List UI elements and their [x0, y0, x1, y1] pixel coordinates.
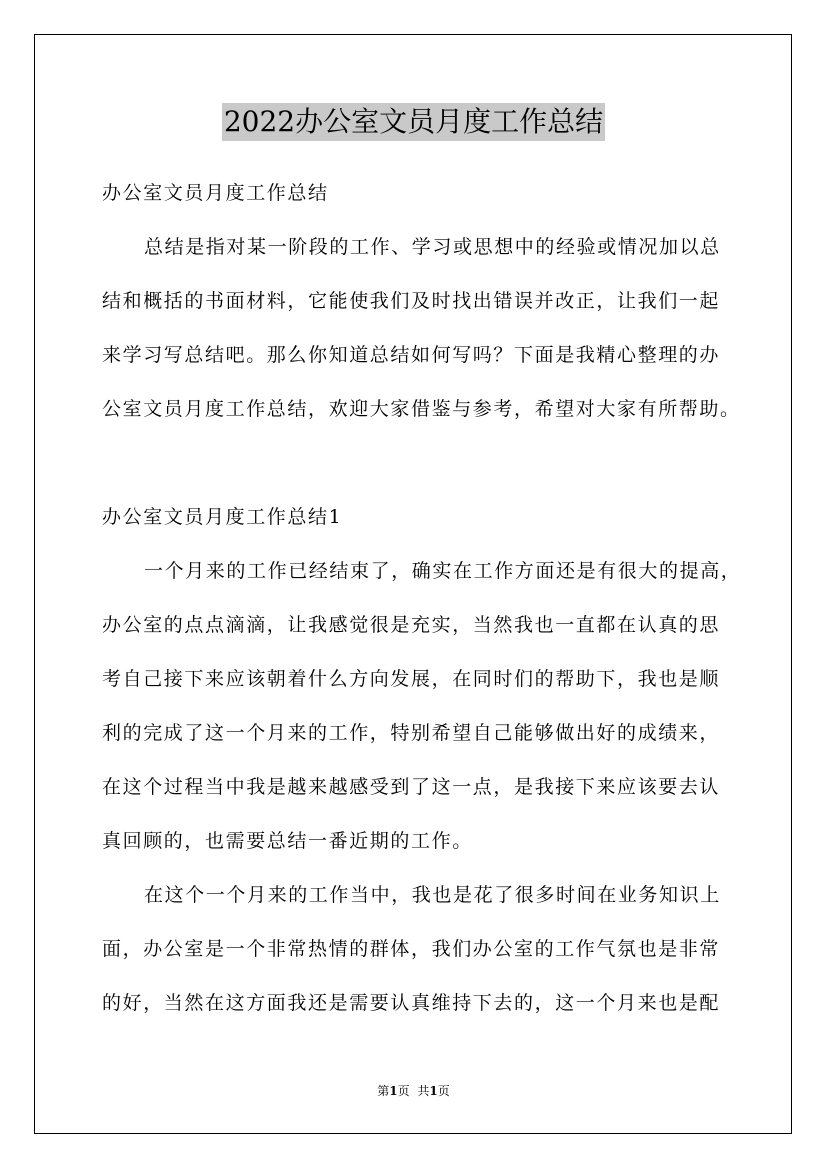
paragraph-line: 考自己接下来应该朝着什么方向发展，在同时们的帮助下，我也是顺 [102, 668, 721, 690]
paragraph-line: 真回顾的，也需要总结一番近期的工作。 [102, 830, 473, 852]
total-prefix: 共 [417, 1084, 430, 1098]
intro-line: 结和概括的书面材料，它能使我们及时找出错误并改正，让我们一起 [102, 290, 721, 312]
document-title: 2022办公室文员月度工作总结 [222, 103, 605, 141]
title-container [0, 103, 827, 141]
intro-line: 总结是指对某一阶段的工作、学习或思想中的经验或情况加以总 [144, 236, 721, 258]
paragraph-line: 的好，当然在这方面我还是需要认真维持下去的，这一个月来也是配 [102, 992, 721, 1014]
paragraph-line: 面，办公室是一个非常热情的群体，我们办公室的工作气氛也是非常 [102, 938, 721, 960]
intro-line: 来学习写总结吧。那么你知道总结如何写吗？下面是我精心整理的办 [102, 344, 721, 366]
section-heading: 办公室文员月度工作总结1 [102, 506, 343, 528]
paragraph-line: 办公室的点点滴滴，让我感觉很是充实，当然我也一直都在认真的思 [102, 614, 721, 636]
subtitle: 办公室文员月度工作总结 [102, 182, 329, 204]
total-suffix: 页 [437, 1084, 450, 1098]
page-footer [0, 1083, 827, 1099]
intro-line: 公室文员月度工作总结，欢迎大家借鉴与参考，希望对大家有所帮助。 [102, 398, 741, 420]
total-pages: 1 [429, 1084, 438, 1098]
paragraph-line: 利的完成了这一个月来的工作，特别希望自己能够做出好的成绩来， [102, 722, 721, 744]
document-body [102, 166, 742, 1030]
page-prefix: 第 [377, 1084, 390, 1098]
page-suffix: 页 [397, 1084, 410, 1098]
paragraph-line: 一个月来的工作已经结束了，确实在工作方面还是有很大的提高， [144, 560, 742, 582]
paragraph-gap [102, 436, 742, 490]
page-number: 1 [389, 1084, 398, 1098]
paragraph-line: 在这个一个月来的工作当中，我也是花了很多时间在业务知识上 [144, 884, 721, 906]
paragraph-line: 在这个过程当中我是越来越感受到了这一点，是我接下来应该要去认 [102, 776, 721, 798]
